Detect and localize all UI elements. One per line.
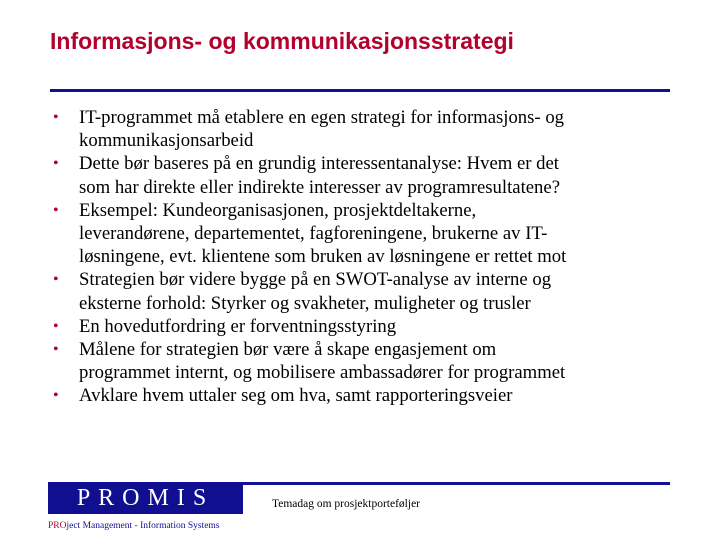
bullet-dot-icon: • <box>53 387 59 405</box>
bullet-dot-icon: • <box>53 271 59 289</box>
bullet-item: • Eksempel: Kundeorganisasjonen, prosjektdeltakerne, leverandørene, departementet, fagforeningene, brukerne av IT- løsningene, evt. klientene som bruken av løsningene er rettet mot <box>53 199 567 268</box>
bullet-dot-icon: • <box>53 155 59 173</box>
bullet-item: • Dette bør baseres på en grundig interessentanalyse: Hvem er det som har direkte eller indirekte interesser av programresultatene? <box>53 153 560 198</box>
bullet-item: • Strategien bør videre bygge på en SWOT-analyse av interne og eksterne forhold: Styrker og svakheter, muligheter og trusler <box>53 269 552 314</box>
bullet-dot-icon: • <box>53 317 59 335</box>
bullet-dot-icon: • <box>53 109 59 126</box>
bullet-dot-icon: • <box>53 201 59 219</box>
bullet-dot-icon: • <box>53 341 59 359</box>
logo-subtitle: PROject Management - Information Systems <box>48 521 220 531</box>
bullet-item: • En hovedutfordring er forventningsstyring <box>53 315 397 337</box>
promis-logo: PROMIS <box>48 483 243 514</box>
title-divider <box>50 89 670 92</box>
footer-caption: Temadag om prosjektporteføljer <box>272 498 421 510</box>
bullet-item: • Avklare hvem uttaler seg om hva, samt rapporteringsveier <box>53 385 513 407</box>
slide-title: Informasjons- og kommunikasjonsstrategi <box>50 28 514 54</box>
bullet-item: • IT-programmet må etablere en egen strategi for informasjons- og kommunikasjonsarbeid <box>53 107 565 152</box>
bullet-list <box>52 106 662 408</box>
bullet-item: • Målene for strategien bør være å skape engasjement om programmet internt, og mobilisere ambassadører for programmet <box>53 339 566 384</box>
